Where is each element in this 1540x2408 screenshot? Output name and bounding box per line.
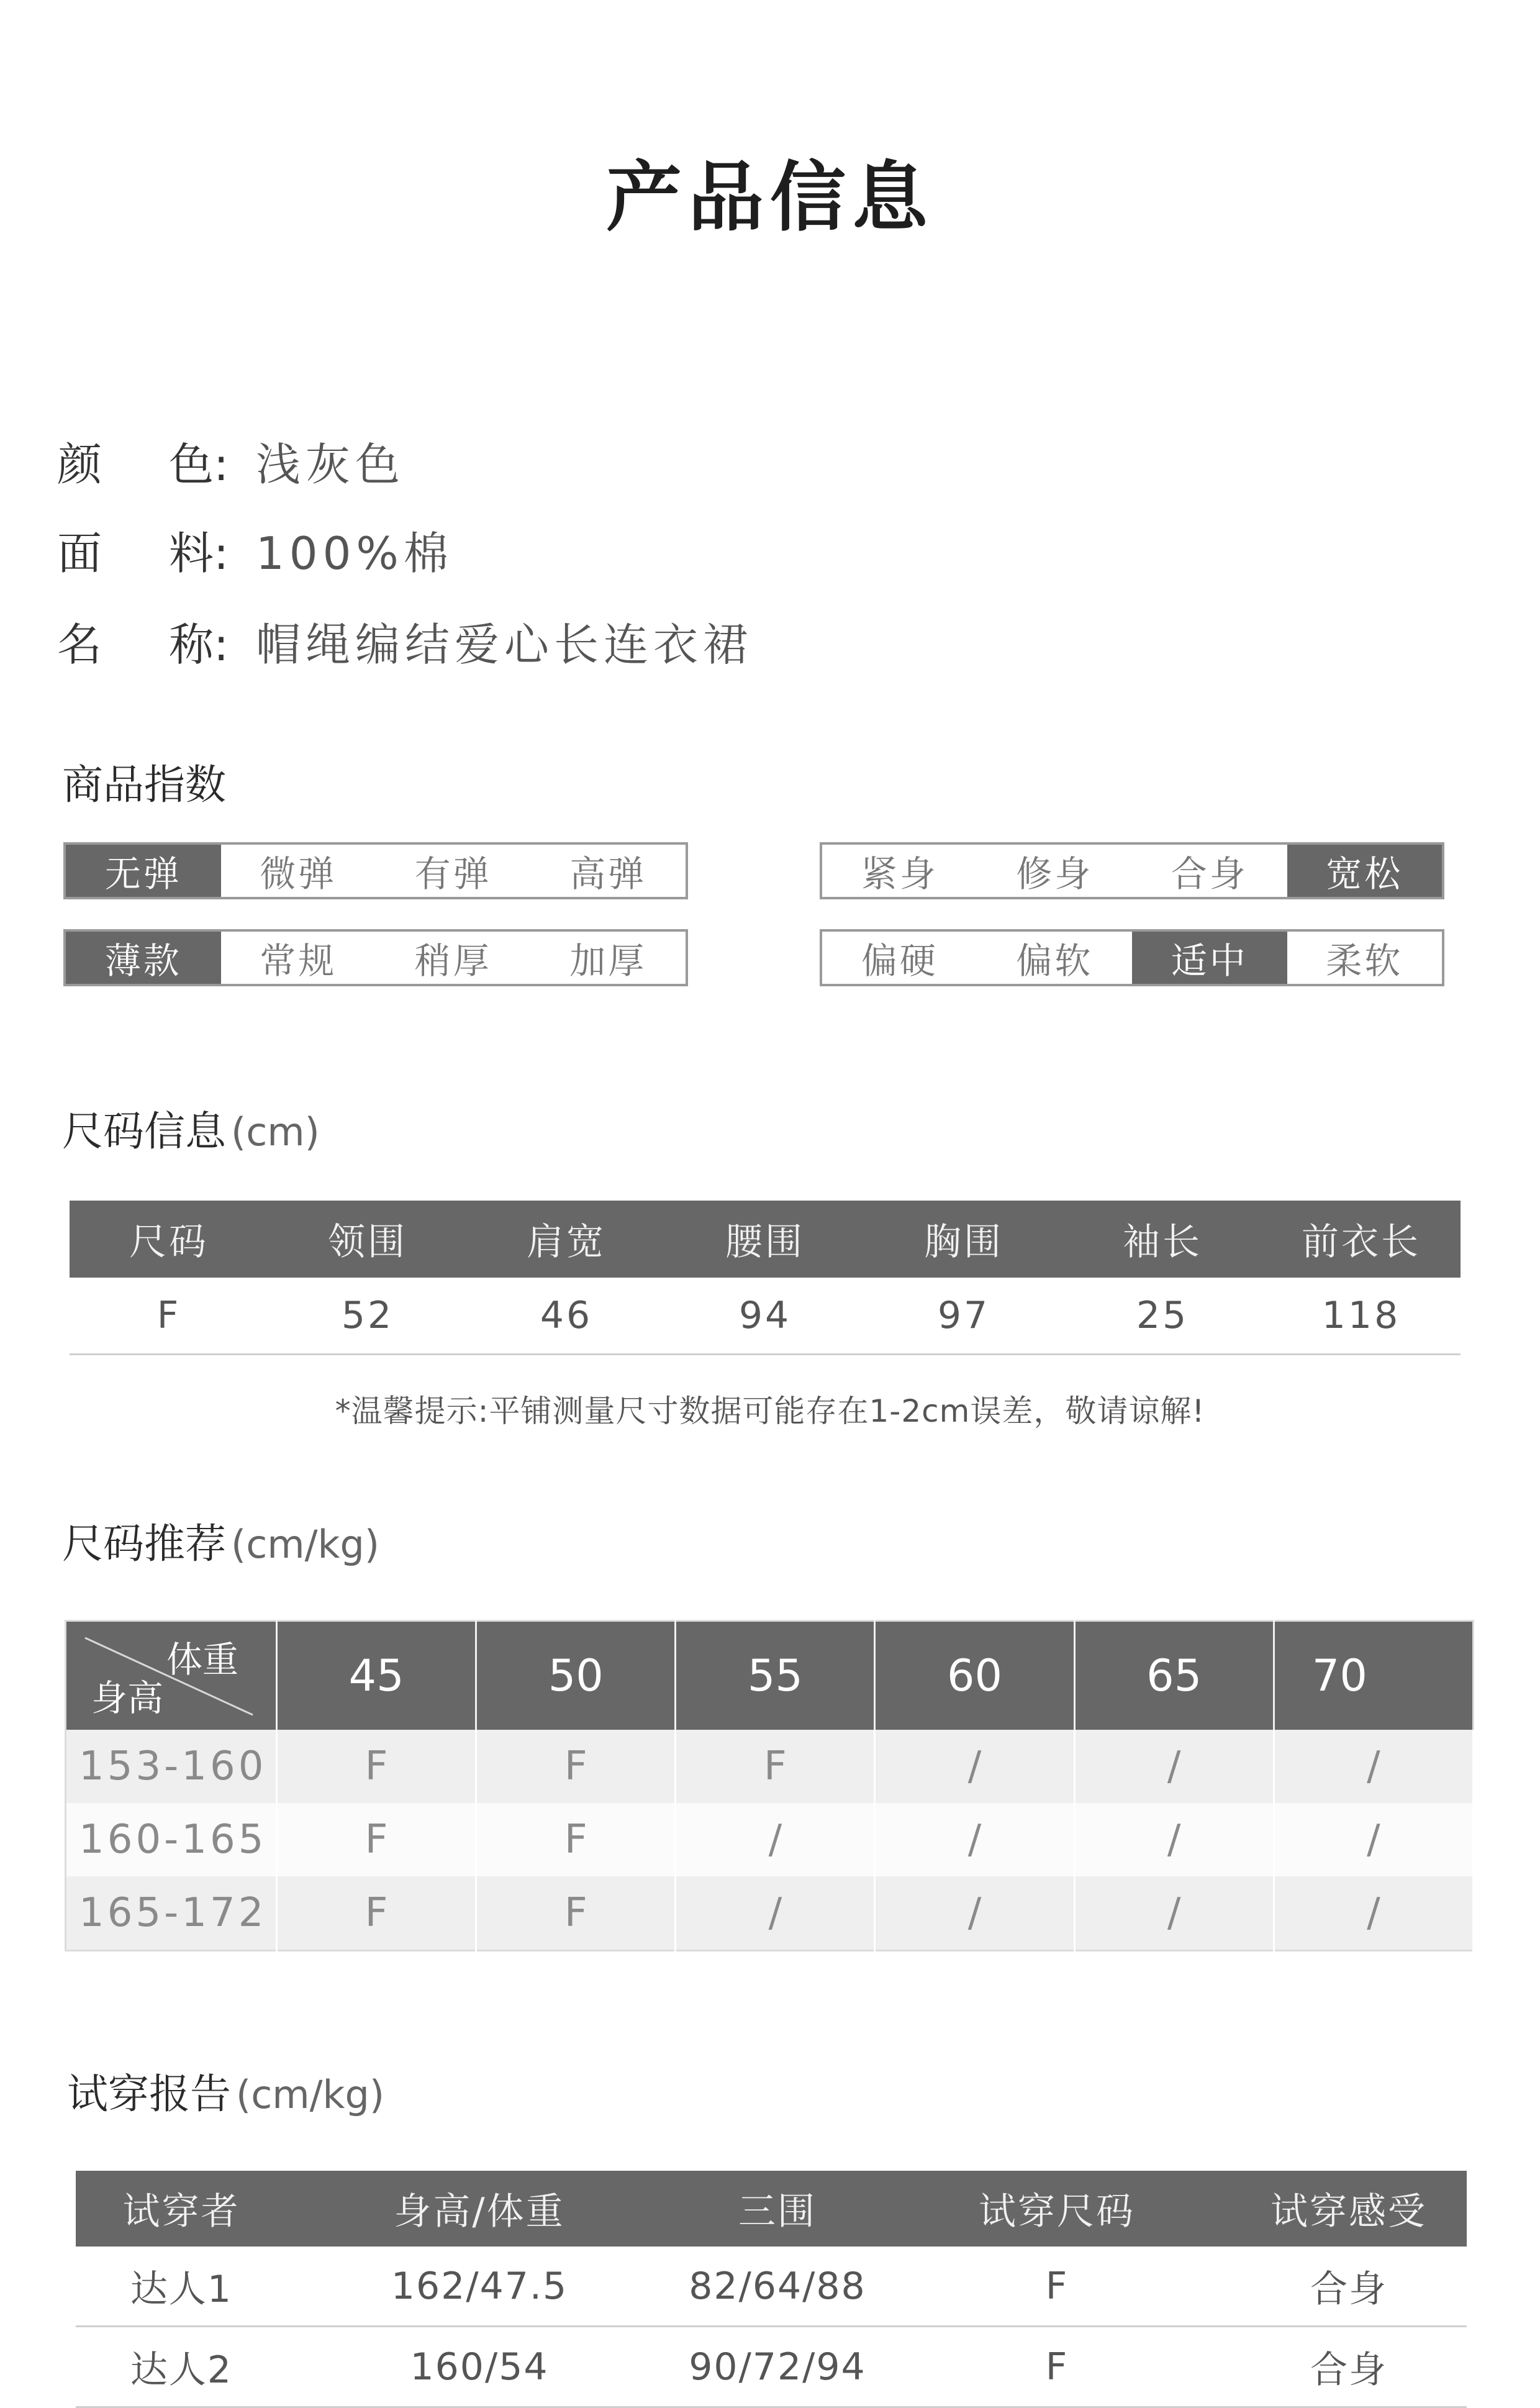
table-row bbox=[76, 2327, 1467, 2407]
thickness-scale bbox=[63, 929, 688, 986]
table-cell: 118 bbox=[1262, 1278, 1461, 1355]
info-row-color bbox=[57, 429, 405, 493]
size-cell: F bbox=[676, 1730, 875, 1803]
try-report-title-text: 试穿报告 bbox=[67, 2070, 231, 2118]
info-label-b: 料: bbox=[169, 527, 229, 579]
table-cell: 97 bbox=[864, 1278, 1063, 1355]
scale-option: 宽松 bbox=[1287, 845, 1443, 897]
table-cell: F bbox=[70, 1278, 268, 1355]
scale-option: 加厚 bbox=[569, 940, 647, 982]
size-cell: / bbox=[1274, 1730, 1473, 1803]
scale-option: 合身 bbox=[1171, 853, 1248, 895]
try-report-title bbox=[67, 2061, 384, 2120]
corner-weight-label: 体重 bbox=[166, 1638, 238, 1681]
size-cell: / bbox=[1274, 1803, 1473, 1876]
fit-scale bbox=[820, 842, 1444, 899]
table-corner-header bbox=[66, 1621, 277, 1730]
column-header: 尺码 bbox=[70, 1201, 268, 1278]
scale-option: 紧身 bbox=[861, 853, 938, 895]
try-report-unit: (cm/kg) bbox=[236, 2072, 385, 2117]
size-cell: / bbox=[875, 1730, 1074, 1803]
table-row bbox=[66, 1803, 1474, 1876]
info-row-name bbox=[57, 609, 753, 673]
column-header: 肩宽 bbox=[467, 1201, 666, 1278]
size-cell: / bbox=[875, 1876, 1074, 1951]
table-cell: 90/72/94 bbox=[672, 2327, 883, 2407]
measurement-note: *温馨提示:平铺测量尺寸数据可能存在1-2cm误差，敬请谅解! bbox=[335, 1393, 1205, 1429]
table-cell: 162/47.5 bbox=[287, 2247, 672, 2327]
elasticity-scale bbox=[63, 842, 688, 899]
scale-option: 偏软 bbox=[1016, 940, 1094, 982]
info-label-a: 颜 bbox=[57, 438, 102, 491]
scale-option: 微弹 bbox=[260, 853, 337, 895]
scale-option: 薄款 bbox=[66, 932, 221, 984]
table-cell: 46 bbox=[467, 1278, 666, 1355]
info-row-material bbox=[57, 517, 453, 582]
weight-header: 50 bbox=[476, 1621, 676, 1730]
table-row bbox=[70, 1278, 1461, 1355]
info-value-material: 100%棉 bbox=[256, 527, 453, 579]
height-range-cell: 160-165 bbox=[66, 1803, 277, 1876]
table-cell: F bbox=[883, 2247, 1231, 2327]
info-value-color: 浅灰色 bbox=[256, 438, 405, 491]
size-recommend-unit: (cm/kg) bbox=[231, 1522, 380, 1567]
info-label-b: 色: bbox=[169, 438, 229, 491]
scale-option: 稍厚 bbox=[414, 940, 492, 982]
scale-option: 高弹 bbox=[569, 853, 647, 895]
table-cell: 合身 bbox=[1231, 2247, 1467, 2327]
weight-header: 60 bbox=[875, 1621, 1074, 1730]
size-info-table bbox=[70, 1201, 1461, 1355]
table-cell: 94 bbox=[666, 1278, 864, 1355]
weight-header: 70 bbox=[1274, 1621, 1473, 1730]
info-label-b: 称: bbox=[169, 619, 229, 671]
weight-header: 45 bbox=[277, 1621, 476, 1730]
size-info-title-text: 尺码信息 bbox=[62, 1107, 226, 1155]
index-section-title: 商品指数 bbox=[62, 761, 226, 809]
size-cell: F bbox=[476, 1730, 676, 1803]
column-header: 试穿者 bbox=[76, 2171, 287, 2247]
column-header: 前衣长 bbox=[1262, 1201, 1461, 1278]
size-recommend-title bbox=[62, 1511, 379, 1570]
size-cell: F bbox=[277, 1803, 476, 1876]
table-row bbox=[76, 2247, 1467, 2327]
column-header: 身高/体重 bbox=[287, 2171, 672, 2247]
table-row bbox=[66, 1876, 1474, 1951]
scale-option: 适中 bbox=[1132, 932, 1287, 984]
size-recommend-table bbox=[65, 1620, 1474, 1951]
height-range-cell: 165-172 bbox=[66, 1876, 277, 1951]
scale-option: 无弹 bbox=[66, 845, 221, 897]
table-cell: 82/64/88 bbox=[672, 2247, 883, 2327]
scale-option: 偏硬 bbox=[861, 940, 938, 982]
size-cell: F bbox=[476, 1803, 676, 1876]
size-cell: F bbox=[277, 1876, 476, 1951]
info-label-a: 名 bbox=[57, 619, 102, 671]
size-cell: / bbox=[1074, 1803, 1274, 1876]
table-row bbox=[66, 1730, 1474, 1803]
column-header: 试穿感受 bbox=[1231, 2171, 1467, 2247]
info-value-name: 帽绳编结爱心长连衣裙 bbox=[256, 619, 753, 671]
scale-option: 修身 bbox=[1016, 853, 1094, 895]
size-cell: / bbox=[676, 1803, 875, 1876]
table-cell: 160/54 bbox=[287, 2327, 672, 2407]
table-cell: 达人2 bbox=[76, 2327, 287, 2407]
size-recommend-title-text: 尺码推荐 bbox=[62, 1520, 226, 1568]
size-cell: / bbox=[1274, 1876, 1473, 1951]
column-header: 腰围 bbox=[666, 1201, 864, 1278]
size-cell: / bbox=[1074, 1730, 1274, 1803]
height-range-cell: 153-160 bbox=[66, 1730, 277, 1803]
size-info-title bbox=[62, 1098, 320, 1157]
size-cell: F bbox=[476, 1876, 676, 1951]
corner-height-label: 身高 bbox=[91, 1677, 164, 1719]
weight-header: 65 bbox=[1074, 1621, 1274, 1730]
size-cell: / bbox=[875, 1803, 1074, 1876]
page-title: 产品信息 bbox=[606, 153, 934, 242]
scale-option: 柔软 bbox=[1326, 940, 1403, 982]
size-cell: F bbox=[277, 1730, 476, 1803]
try-report-table bbox=[76, 2171, 1467, 2408]
scale-option: 常规 bbox=[260, 940, 337, 982]
table-cell: 合身 bbox=[1231, 2327, 1467, 2407]
size-cell: / bbox=[1074, 1876, 1274, 1951]
table-cell: F bbox=[883, 2327, 1231, 2407]
weight-header: 55 bbox=[676, 1621, 875, 1730]
info-label-a: 面 bbox=[57, 527, 102, 579]
column-header: 三围 bbox=[672, 2171, 883, 2247]
column-header: 胸围 bbox=[864, 1201, 1063, 1278]
size-cell: / bbox=[676, 1876, 875, 1951]
column-header: 试穿尺码 bbox=[883, 2171, 1231, 2247]
softness-scale bbox=[820, 929, 1444, 986]
column-header: 袖长 bbox=[1063, 1201, 1262, 1278]
scale-option: 有弹 bbox=[414, 853, 492, 895]
table-cell: 达人1 bbox=[76, 2247, 287, 2327]
column-header: 领围 bbox=[268, 1201, 467, 1278]
size-info-unit: (cm) bbox=[231, 1109, 320, 1155]
table-cell: 25 bbox=[1063, 1278, 1262, 1355]
table-cell: 52 bbox=[268, 1278, 467, 1355]
